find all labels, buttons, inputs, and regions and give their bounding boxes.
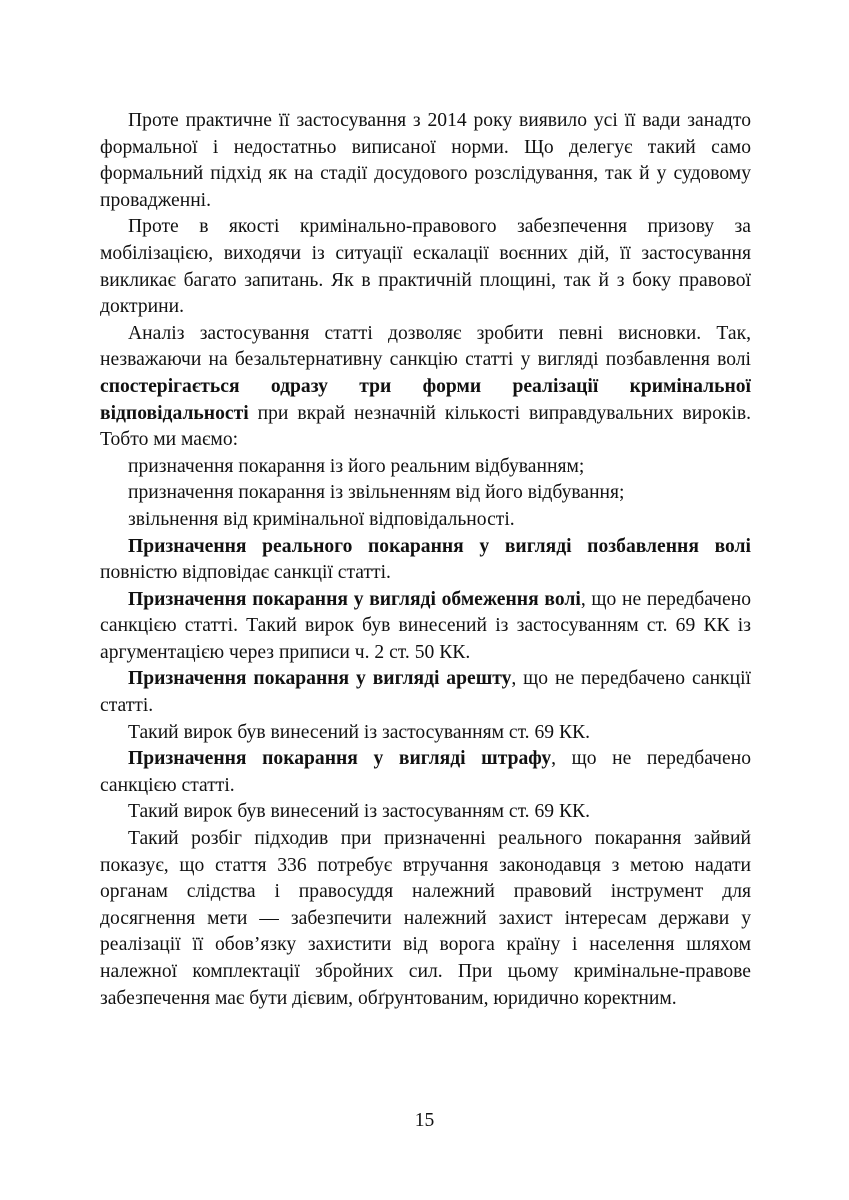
list-item-3: звільнення від кримінальної відповідальності. xyxy=(128,508,515,530)
paragraph-restriction-heading: Призначення покарання у вигляді обмеження волі xyxy=(128,588,581,610)
paragraph-2: Проте в якості кримінально-правового забезпечення призову за мобілізацією, виходячи із ситуації ескалації воєнних дій, її застосування викликає багато запитань. Як в практичній площині, так й з боку правової доктрини. xyxy=(100,216,751,318)
paragraph-arrest-heading: Призначення покарання у вигляді арешту xyxy=(128,668,512,690)
paragraph-restriction xyxy=(100,587,751,667)
paragraph-fine-text: , що не передбачено санкцією статті. xyxy=(100,748,752,796)
list-item-2: призначення покарання із звільненням від його відбування; xyxy=(128,482,625,504)
paragraph-3-emphasis: спостерігається одразу три форми реалізації кримінальної відповідальності xyxy=(100,375,751,424)
paragraph-arrest-verdict: Такий вирок був винесений із застосуванням ст. 69 КК. xyxy=(128,721,591,743)
paragraph-fine-heading: Призначення покарання у вигляді штрафу xyxy=(128,748,552,770)
paragraph-1: Проте практичне її застосування з 2014 року виявило усі її вади занадто формальної і недостатньо виписаної норми. Що делегує такий само формальний підхід як на стадії досудового розслідування, так й у судовому провадженні. xyxy=(100,110,751,211)
paragraph-arrest-text: , що не передбачено санкції статті. xyxy=(100,668,751,717)
paragraph-real-punishment xyxy=(100,534,751,587)
list-item-1: призначення покарання із його реальним відбуванням; xyxy=(128,455,585,477)
document-page xyxy=(100,108,751,1012)
paragraph-real-punishment-text: повністю відповідає санкції статті. xyxy=(100,562,391,584)
page-number: 15 xyxy=(414,1110,435,1131)
paragraph-fine xyxy=(100,746,751,799)
paragraph-fine-verdict: Такий вирок був винесений із застосуванням ст. 69 КК. xyxy=(128,801,591,823)
paragraph-conclusion: Такий розбіг підходив при призначенні реального покарання зайвий показує, що стаття 336 потребує втручання законодавця з метою надати органам слідства і правосуддя належний правовий інструмент для досягнення мети — забезпечити належний захист інтересам держави у реалізації її обов’язку захистити від ворога країну і населення шляхом належної комплектації збройних сил. При цьому кримінальне-правове забезпечення має бути дієвим, обґрунтованим, юридично коректним. xyxy=(100,828,751,1009)
paragraph-3-text-start: Аналіз застосування статті дозволяє зробити певні висновки. Так, незважаючи на безальтернативну санкцію статті у вигляді позбавлення волі xyxy=(100,322,751,371)
paragraph-arrest xyxy=(100,666,751,719)
paragraph-3 xyxy=(100,321,751,454)
paragraph-3-text-end: при вкрай незначній кількості виправдувальних вироків. Тобто ми маємо: xyxy=(100,402,751,451)
paragraph-real-punishment-heading: Призначення реального покарання у вигляді позбавлення волі xyxy=(128,535,751,557)
paragraph-restriction-text: , що не передбачено санкцією статті. Такий вирок був винесений із застосуванням ст. 69 КК із аргументацією через приписи ч. 2 ст. 50 КК. xyxy=(100,588,752,663)
